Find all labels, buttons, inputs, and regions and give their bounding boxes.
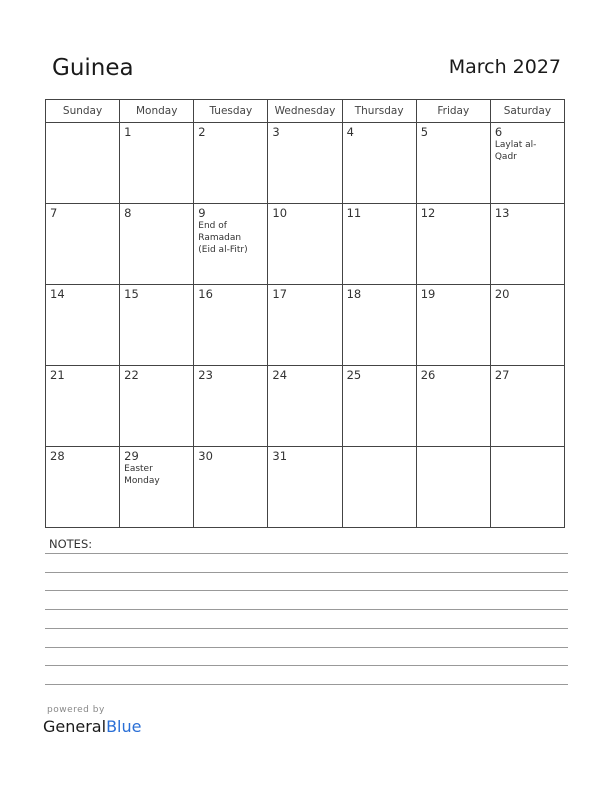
notes-line	[45, 609, 568, 610]
day-cell	[490, 285, 564, 366]
day-cell	[120, 285, 194, 366]
notes-line	[45, 647, 568, 648]
day-cell	[490, 366, 564, 447]
day-cell	[490, 204, 564, 285]
day-number: 10	[272, 206, 288, 220]
day-number: 31	[272, 449, 288, 463]
day-cell	[342, 285, 416, 366]
day-number: 11	[346, 206, 362, 220]
day-cell	[194, 204, 268, 285]
day-cell	[416, 366, 490, 447]
day-number: 23	[198, 368, 213, 382]
day-cell	[120, 366, 194, 447]
day-number: 6	[494, 125, 503, 139]
week-row	[46, 366, 565, 447]
day-number: 9	[198, 206, 206, 220]
notes-line	[45, 590, 568, 591]
day-cell	[416, 285, 490, 366]
day-number: 29	[124, 449, 139, 463]
notes-line	[45, 628, 568, 629]
empty-day-cell	[46, 123, 120, 204]
day-number: 16	[198, 287, 213, 301]
generalblue-logo	[43, 717, 141, 736]
day-number: 8	[124, 206, 132, 220]
notes-label: NOTES:	[49, 537, 93, 551]
day-number: 2	[198, 125, 206, 139]
day-number: 15	[124, 287, 139, 301]
week-row	[46, 204, 565, 285]
day-cell	[342, 123, 416, 204]
day-cell	[490, 123, 564, 204]
day-number: 7	[50, 206, 58, 220]
day-number: 20	[494, 287, 510, 301]
day-number: 5	[420, 125, 429, 139]
empty-day-cell	[416, 447, 490, 528]
day-number: 12	[420, 206, 436, 220]
day-cell	[268, 204, 342, 285]
day-number: 13	[494, 206, 510, 220]
day-cell	[268, 123, 342, 204]
day-number: 4	[346, 125, 354, 139]
day-cell	[120, 447, 194, 528]
week-row	[46, 447, 565, 528]
day-cell	[120, 204, 194, 285]
day-cell	[416, 123, 490, 204]
day-cell	[120, 123, 194, 204]
day-cell	[46, 366, 120, 447]
brand-general: General	[43, 717, 107, 736]
day-number: 25	[346, 368, 362, 382]
notes-line	[45, 684, 568, 685]
week-row	[46, 285, 565, 366]
day-cell	[46, 285, 120, 366]
weekday-thursday: Thursday	[342, 100, 416, 123]
day-cell	[46, 204, 120, 285]
day-number: 30	[198, 449, 213, 463]
day-cell	[194, 285, 268, 366]
day-cell	[268, 366, 342, 447]
empty-day-cell	[342, 447, 416, 528]
day-number: 22	[124, 368, 139, 382]
day-number: 18	[346, 287, 362, 301]
day-number: 27	[494, 368, 510, 382]
country-title: Guinea	[52, 55, 134, 81]
weekday-tuesday: Tuesday	[194, 100, 268, 123]
day-cell	[46, 447, 120, 528]
day-cell	[268, 285, 342, 366]
day-cell	[194, 123, 268, 204]
week-row	[46, 123, 565, 204]
day-cell	[194, 366, 268, 447]
day-number: 1	[124, 125, 132, 139]
holiday-label: End of Ramadan (Eid al-Fitr)	[198, 221, 248, 255]
weekday-monday: Monday	[120, 100, 194, 123]
weekday-saturday: Saturday	[490, 100, 564, 123]
day-cell	[194, 447, 268, 528]
powered-by-text: powered by	[47, 705, 105, 715]
empty-day-cell	[490, 447, 564, 528]
notes-line	[45, 572, 568, 573]
day-number: 21	[50, 368, 65, 382]
day-cell	[268, 447, 342, 528]
brand-blue: Blue	[106, 717, 142, 736]
weekday-wednesday: Wednesday	[268, 100, 342, 123]
holiday-label: Laylat al- Qadr	[494, 140, 537, 162]
day-cell	[416, 204, 490, 285]
month-title: March 2027	[448, 56, 561, 78]
day-number: 17	[272, 287, 288, 301]
day-cell	[342, 204, 416, 285]
day-cell	[342, 366, 416, 447]
weekday-friday: Friday	[416, 100, 490, 123]
day-number: 14	[50, 287, 65, 301]
day-number: 3	[272, 125, 280, 139]
calendar-grid	[45, 99, 565, 528]
day-number: 19	[420, 287, 436, 301]
notes-line	[45, 553, 568, 554]
weekday-header-row	[46, 100, 565, 123]
holiday-label: Easter Monday	[124, 464, 160, 486]
day-number: 28	[50, 449, 65, 463]
weekday-sunday: Sunday	[46, 100, 120, 123]
day-number: 26	[420, 368, 436, 382]
notes-line	[45, 665, 568, 666]
day-number: 24	[272, 368, 288, 382]
